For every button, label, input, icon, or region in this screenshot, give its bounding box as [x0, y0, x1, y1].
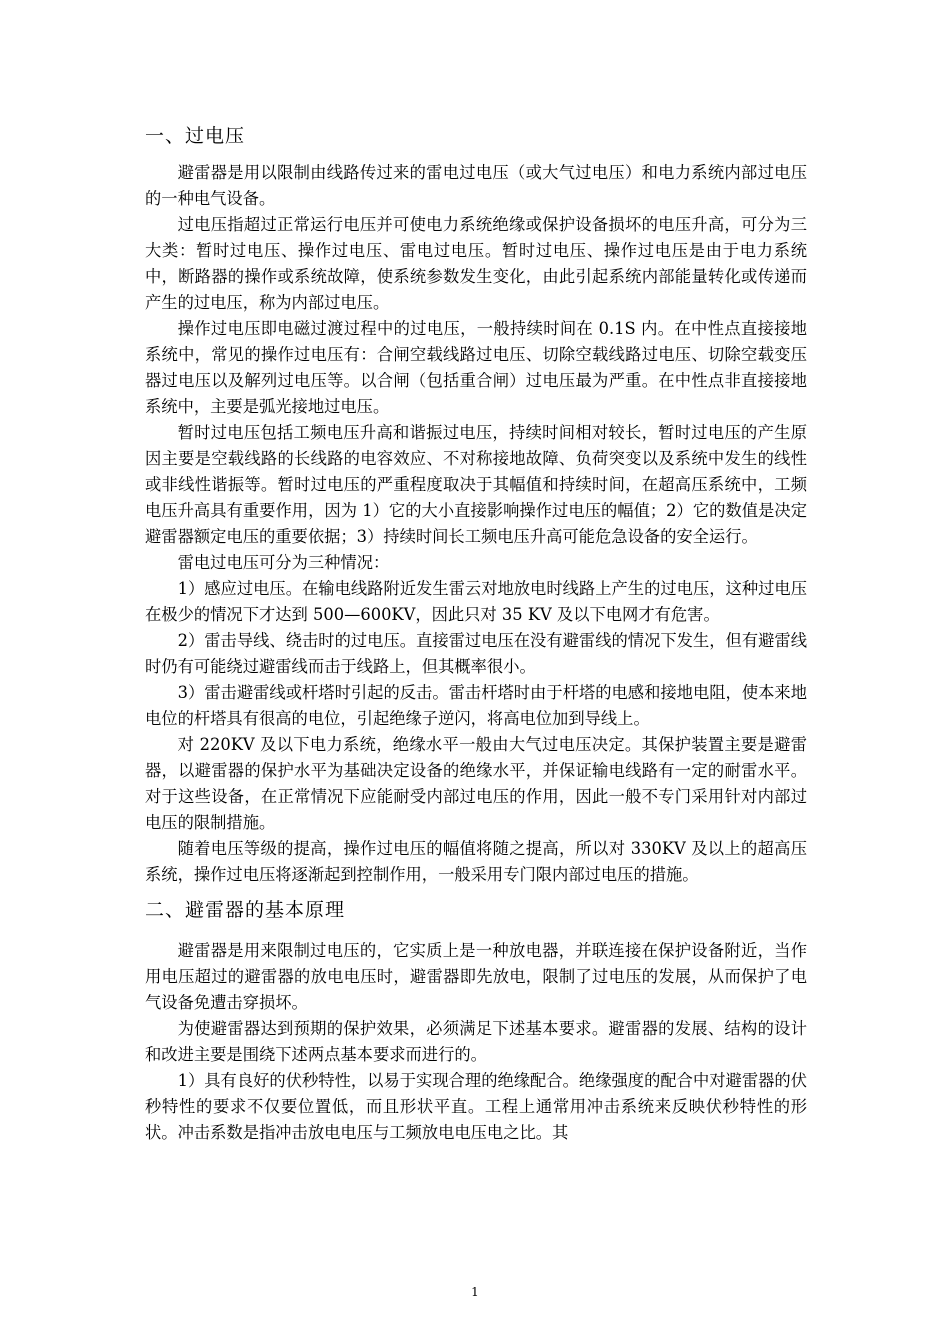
paragraph: 1）具有良好的伏秒特性，以易于实现合理的绝缘配合。绝缘强度的配合中对避雷器的伏秒特性的要求不仅要位置低，而且形状平直。工程上通常用冲击系统来反映伏秒特性的形状。冲击系数是指冲击放电电压与工频放电电压电之比。其: [145, 1071, 807, 1142]
paragraph: 为使避雷器达到预期的保护效果，必须满足下述基本要求。避雷器的发展、结构的设计和改进主要是围绕下述两点基本要求而进行的。: [145, 1019, 807, 1064]
paragraph: 1）感应过电压。在输电线路附近发生雷云对地放电时线路上产生的过电压，这种过电压在极少的情况下才达到 500—600KV，因此只对 35 KV 及以下电网才有危害。: [145, 579, 807, 624]
paragraph: 对 220KV 及以下电力系统，绝缘水平一般由大气过电压决定。其保护装置主要是避雷器，以避雷器的保护水平为基础决定设备的绝缘水平，并保证输电线路有一定的耐雷水平。对于这些设备，在正常情况下应能耐受内部过电压的作用，因此一般不专门采用针对内部过电压的限制措施。: [145, 735, 807, 832]
paragraph: 3）雷击避雷线或杆塔时引起的反击。雷击杆塔时由于杆塔的电感和接地电阻，使本来地电位的杆塔具有很高的电位，引起绝缘子逆闪，将高电位加到导线上。: [145, 683, 807, 728]
paragraph: 雷电过电压可分为三种情况：: [177, 553, 390, 572]
paragraph: 过电压指超过正常运行电压并可使电力系统绝缘或保护设备损坏的电压升高，可分为三大类：暂时过电压、操作过电压、雷电过电压。暂时过电压、操作过电压是由于电力系统中，断路器的操作或系统故障，使系统参数发生变化，由此引起系统内部能量转化或传递而产生的过电压，称为内部过电压。: [145, 215, 807, 312]
document-body: [145, 122, 807, 1146]
paragraph: 避雷器是用以限制由线路传过来的雷电过电压（或大气过电压）和电力系统内部过电压的一种电气设备。: [145, 163, 807, 208]
paragraph: 避雷器是用来限制过电压的，它实质上是一种放电器，并联连接在保护设备附近，当作用电压超过的避雷器的放电电压时，避雷器即先放电，限制了过电压的发展，从而保护了电气设备免遭击穿损坏。: [145, 941, 807, 1012]
section-heading-overvoltage: 一、过电压: [145, 125, 246, 147]
paragraph: 随着电压等级的提高，操作过电压的幅值将随之提高，所以对 330KV 及以上的超高压系统，操作过电压将逐渐起到控制作用，一般采用专门限内部过电压的措施。: [145, 839, 807, 884]
paragraph: 暂时过电压包括工频电压升高和谐振过电压，持续时间相对较长，暂时过电压的产生原因主要是空载线路的长线路的电容效应、不对称接地故障、负荷突变以及系统中发生的线性或非线性谐振等。暂时过电压的严重程度取决于其幅值和持续时间，在超高压系统中，工频电压升高具有重要作用，因为 1）它的大小直接影响操作过电压的幅值；2）它的数值是决定避雷器额定电压的重要依据；3）持续时间长工频电压升高可能危急设备的安全运行。: [145, 423, 807, 546]
section-heading-arrester-principle: 二、避雷器的基本原理: [145, 899, 346, 921]
paragraph: 操作过电压即电磁过渡过程中的过电压，一般持续时间在 0.1S 内。在中性点直接接地系统中，常见的操作过电压有：合闸空载线路过电压、切除空载线路过电压、切除空载变压器过电压以及解列过电压等。以合闸（包括重合闸）过电压最为严重。在中性点非直接接地系统中，主要是弧光接地过电压。: [145, 319, 807, 416]
paragraph: 2）雷击导线、绕击时的过电压。直接雷过电压在没有避雷线的情况下发生，但有避雷线时仍有可能绕过避雷线而击于线路上，但其概率很小。: [145, 631, 807, 676]
page-number: 1: [471, 1285, 479, 1299]
